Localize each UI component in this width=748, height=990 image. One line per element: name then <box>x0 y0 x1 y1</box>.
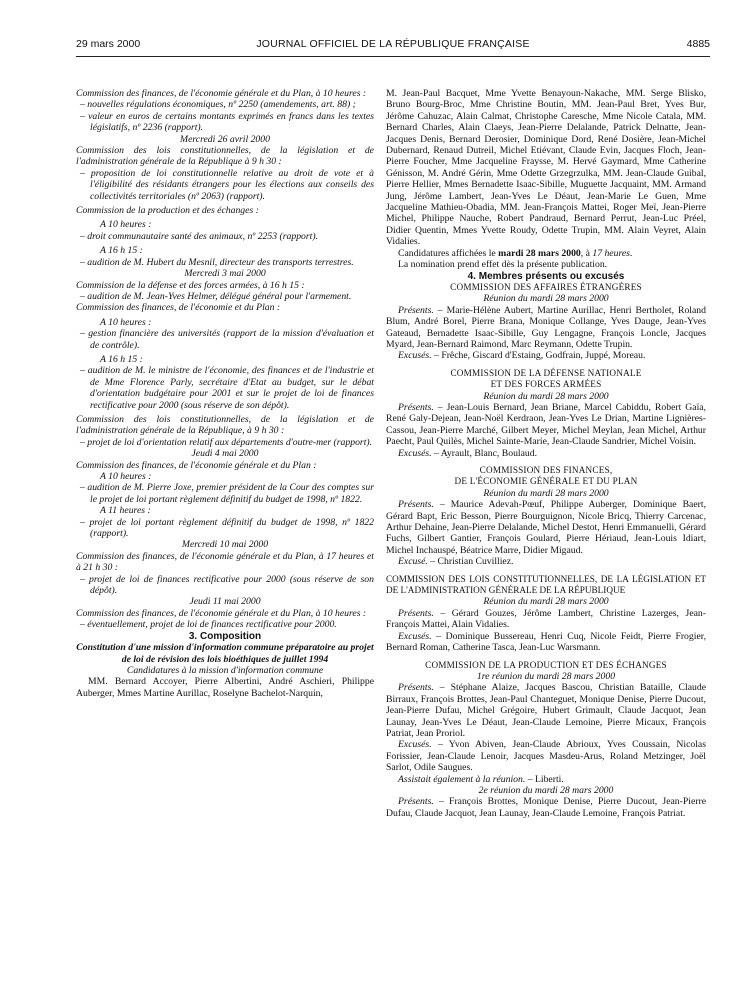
text-run: Présents. <box>398 401 434 413</box>
right-column <box>386 88 706 980</box>
text-run: Présents. <box>398 304 434 316</box>
attendance-present <box>386 402 706 448</box>
text-run: – Christian Cuvilliez. <box>427 556 514 568</box>
subheading: Candidatures à la mission d'information commune <box>126 664 324 676</box>
attendance-present <box>386 608 706 631</box>
page-header <box>76 38 710 57</box>
text-run: – François Brottes, Monique Denise, Pierre Ducout, Jean-Pierre Dufau, Claude Jacquot, Jean Launay, Jean-Claude Lemoine, François Patriat. <box>386 796 706 819</box>
agenda-item: – droit communautaire santé des animaux, nº 2253 (rapport). <box>80 230 318 242</box>
attendance-excused <box>386 631 706 654</box>
text-run: – Gérard Gouzes, Jérôme Lambert, Christine Lazerges, Jean-François Mattei, Alain Vidalies. <box>386 607 706 631</box>
date-heading: Jeudi 4 mai 2000 <box>191 448 259 460</box>
agenda-item: – éventuellement, projet de loi de finances rectificative pour 2000. <box>80 619 337 631</box>
page-number: 4885 <box>686 38 710 50</box>
time-line: A 11 heures : <box>100 505 151 517</box>
text-run: Candidatures affichées le <box>398 247 499 259</box>
candidates-list: M. Jean-Paul Bacquet, Mme Yvette Benayoun-Nakache, MM. Serge Blisko, Bruno Bourg-Broc, Mme Christine Boutin, MM. Jean-Paul Bret, Yves Bur, Jérôme Cahuzac, Alain Calmat, Christophe Caresche, Mme Nicole Catala, MM. Bernard Charles, Alain Claeys, Jean-Pierre Delalande, Patrick Delnatte, Jean-Jacques Denis, Bernard Derosier, Dominique Dord, René Dosière, Jean-Michel Dubernard, Renaud Dutreil, Michel Etiévant, Claude Evin, Jacques Floch, Jean-Pierre Foucher, Mme Jacqueline Fraysse, M. Hervé Gaymard, Mme Catherine Génisson, M. André Gérin, Mme Odette Grzegrzulka, MM. Jean-Claude Guibal, Pierre Hellier, Mmes Bernadette Isaac-Sibille, Muguette Jacquaint, MM. Armand Jung, Jérôme Lambert, Jean-Yves Le Déaut, Jean-Marie Le Guen, Mme Jacqueline Mathieu-Obadia, MM. Jean-François Mattei, Roger Meï, Jean-Pierre Michel, Philippe Nauche, Robert Pandraud, Bernard Perrut, Jean-Luc Préel, Didier Quentin, Mmes Yvette Roudy, Odette Trupin, MM. Alain Veyret, Alain Vidalies. <box>386 88 706 248</box>
commission-title: COMMISSION DES AFFAIRES ÉTRANGÈRES <box>450 281 642 292</box>
date-heading: Mercredi 3 mai 2000 <box>184 268 266 280</box>
journal-title: JOURNAL OFFICIEL DE LA RÉPUBLIQUE FRANÇAISE <box>256 38 530 50</box>
text-run: – Maurice Adevah-Pœuf, Philippe Auberger, Dominique Baert, Gérard Bapt, Eric Besson, Pierre Bourguignon, Nicole Bricq, Thierry Carcenac, Arthur Dehaine, Jean-Pierre Delalande, Michel Destot, Henri Emmanuelli, Gérard Fuchs, Gilbert Gantier, François Goulard, Pierre Hériaud, Jean-Louis Idiart, Michel Inchauspé, Béatrice Marre, Didier Migaud. <box>386 499 706 556</box>
text-run: Excusés. <box>398 630 432 642</box>
text-run: Présents. <box>398 499 434 511</box>
attendance-excused <box>386 739 706 773</box>
time-line: A 10 heures : <box>100 219 152 231</box>
commission-title: DE L'ÉCONOMIE GÉNÉRALE ET DU PLAN <box>454 476 638 487</box>
commission-title: COMMISSION DES LOIS CONSTITUTIONNELLES, DE LA LÉGISLATION ET DE L'ADMINISTRATION GÉNÉRALE DE LA RÉPUBLIQUE <box>386 573 706 596</box>
commission-title: ET DES FORCES ARMÉES <box>490 379 602 390</box>
section-heading: 3. Composition <box>188 630 262 642</box>
text-run: Présents. <box>398 796 434 808</box>
agenda-item: – projet de loi de finances rectificative pour 2000 (sous réserve de son dépôt). <box>80 573 374 597</box>
nomination-note: La nomination prend effet dès la présente publication. <box>398 259 608 271</box>
left-column <box>76 88 374 980</box>
committee-line: Commission des lois constitutionnelles, de la législation et de l'administration générale de la République à 9 h 30 : <box>76 145 374 168</box>
meeting-heading: Réunion du mardi 28 mars 2000 <box>483 293 609 305</box>
text-run: Assistait également à la réunion. <box>398 773 526 785</box>
time-line: A 10 heures : <box>100 316 152 328</box>
attendance-guest <box>386 774 706 785</box>
header-date: 29 mars 2000 <box>76 38 141 50</box>
candidates-list: MM. Bernard Accoyer, Pierre Albertini, André Aschieri, Philippe Auberger, Mmes Martine Aurillac, Roselyne Bachelot-Narquin, <box>76 676 374 699</box>
committee-line: Commission de la défense et des forces armées, à 16 h 15 : <box>76 279 305 291</box>
text-run: – Jean-Louis Bernard, Jean Briane, Marcel Cabiddu, Robert Gaïa, René Galy-Dejean, Jean-Noël Kerdraon, Jean-Yves Le Drian, Martine Lignières-Cassou, Jean-Pierre Marché, Gilbert Meyer, Michel Meylan, Jean Michel, Arthur Paecht, Paul Quilès, Michel Sainte-Marie, Jean-Claude Sandrier, Michel Voisin. <box>386 401 706 448</box>
commission-title: COMMISSION DES FINANCES, <box>479 465 613 475</box>
text-run: Excusés. <box>398 350 432 362</box>
attendance-excused <box>386 448 706 459</box>
agenda-item: – audition de M. le ministre de l'économie, des finances et de l'industrie et de Mme Florence Parly, secrétaire d'Etat au budget, sur le débat d'orientation budgétaire pour 2001 et sur le projet de loi de finances rectificative pour 2000 (sous réserve de son dépôt). <box>80 365 374 411</box>
posting-note <box>386 248 706 259</box>
meeting-heading: Réunion du mardi 28 mars 2000 <box>483 487 609 499</box>
committee-line: Commission des finances, de l'économie générale et du Plan, à 10 heures : <box>76 607 367 619</box>
commission-title: COMMISSION DE LA PRODUCTION ET DES ÉCHANGES <box>425 659 667 670</box>
text-run: – Yvon Abiven, Jean-Claude Abrioux, Yves Coussain, Nicolas Forissier, Jean-Claude Lenoir, Jacques Masdeu-Arus, Roland Metzinger, Joël Sarlot, Odile Saugues. <box>386 739 706 774</box>
committee-line: Commission des finances, de l'économie et du Plan : <box>76 302 281 314</box>
attendance-present <box>386 305 706 351</box>
date-heading: Mercredi 10 mai 2000 <box>181 539 269 551</box>
text-run: , à <box>580 247 593 259</box>
text-run: – Liberti. <box>525 773 564 785</box>
committee-line: Commission des finances, de l'économie générale et du Plan : <box>76 459 317 471</box>
attendance-present <box>386 682 706 739</box>
attendance-excused <box>386 350 706 361</box>
time-line: A 16 h 15 : <box>100 245 143 257</box>
time-line: A 10 heures : <box>100 471 152 482</box>
text-run: Excusé. <box>398 556 428 568</box>
agenda-item: – audition de M. Pierre Joxe, premier président de la Cour des comptes sur le projet de loi portant règlement définitif du budget de 1998, nº 1822. <box>80 482 374 505</box>
committee-line: Commission des lois constitutionnelles, de la législation et de l'administration générale de la République, à 9 h 30 : <box>76 413 374 437</box>
committee-line: Commission des finances, de l'économie générale et du Plan, à 10 heures : <box>76 88 367 99</box>
agenda-item: – projet de loi d'orientation relatif aux départements d'outre-mer (rapport). <box>80 436 373 448</box>
text-run: Excusés. <box>398 739 432 751</box>
committee-line: Commission des finances, de l'économie générale et du Plan, à 17 heures et à 21 h 30 : <box>76 550 374 574</box>
meeting-heading: 2e réunion du mardi 28 mars 2000 <box>478 784 614 796</box>
text-run: mardi 28 mars 2000 <box>498 247 581 259</box>
time-line: A 16 h 15 : <box>100 353 143 365</box>
agenda-item: – gestion financière des universités (rapport de la mission d'évaluation et de contrôle). <box>80 328 374 351</box>
agenda-item: – audition de M. Jean-Yves Helmer, délégué général pour l'armement. <box>80 290 352 302</box>
text-run: Excusés. <box>398 447 432 459</box>
agenda-item: – audition de M. Hubert du Mesnil, directeur des transports terrestres. <box>80 256 354 268</box>
date-heading: Jeudi 11 mai 2000 <box>189 596 261 608</box>
date-heading: Mercredi 26 avril 2000 <box>180 133 270 145</box>
text-run: . <box>629 247 633 259</box>
text-run: Présents. <box>398 682 434 694</box>
agenda-item: – valeur en euros de certains montants exprimés en francs dans les textes législatifs, nº 2236 (rapport). <box>80 110 374 134</box>
agenda-item: – projet de loi portant règlement définitif du budget de 1998, nº 1822 (rapport). <box>80 516 374 540</box>
text-run: – Frêche, Giscard d'Estaing, Godfrain, Juppé, Moreau. <box>431 350 646 362</box>
meeting-heading: Réunion du mardi 28 mars 2000 <box>483 596 609 608</box>
commission-title: COMMISSION DE LA DÉFENSE NATIONALE <box>450 367 642 378</box>
attendance-excused <box>386 556 706 567</box>
section-heading: 4. Membres présents ou excusés <box>467 270 625 282</box>
attendance-present <box>386 499 706 556</box>
attendance-present <box>386 796 706 819</box>
text-run: – Dominique Bussereau, Henri Cuq, Nicole Feidt, Pierre Frogier, Bernard Roman, Catherine Tasca, Jean-Luc Warsmann. <box>386 630 706 654</box>
agenda-item: – nouvelles régulations économiques, nº 2250 (amendements, art. 88) ; <box>80 99 356 111</box>
agenda-item: – proposition de loi constitutionnelle relative au droit de vote et à l'éligibilité des résidants étrangers pour les élections aux conseils des collectivités territoriales (nº 2063) (rapport). <box>80 167 374 202</box>
meeting-heading: Réunion du mardi 28 mars 2000 <box>483 390 609 402</box>
text-run: Présents. <box>398 607 434 619</box>
mission-title: Constitution d'une mission d'information commune préparatoire au projet de loi de révision des lois bioéthiques de juillet 1994 <box>76 642 374 665</box>
meeting-heading: 1re réunion du mardi 28 mars 2000 <box>476 670 616 682</box>
text-run: – Marie-Hélène Aubert, Martine Aurillac, Henri Bertholet, Roland Blum, André Borel, Pierre Brana, Monique Collange, Yves Dauge, Jean-Yves Gateaud, Bernadette Isaac-Sibille, Guy Lengagne, François Loncle, Jacques Myard, Jean-Bernard Raimond, Marc Reymann, Odette Trupin. <box>386 304 706 350</box>
text-run: 17 heures <box>592 247 630 259</box>
text-run: – Ayrault, Blanc, Boulaud. <box>431 447 538 459</box>
committee-line: Commission de la production et des échanges : <box>76 205 259 217</box>
text-run: – Stéphane Alaize, Jacques Bascou, Christian Bataille, Claude Birraux, François Brottes, Jean-Paul Chanteguet, Monique Denise, Pierre Ducout, Jean-Pierre Dufau, Michel Grégoire, Hubert Grimault, Claude Jacquot, Jean Launay, Jean-Yves Le Déaut, Jean-Claude Lemoine, Pierre Micaux, François Patriat, Jean Proriol. <box>386 682 706 739</box>
